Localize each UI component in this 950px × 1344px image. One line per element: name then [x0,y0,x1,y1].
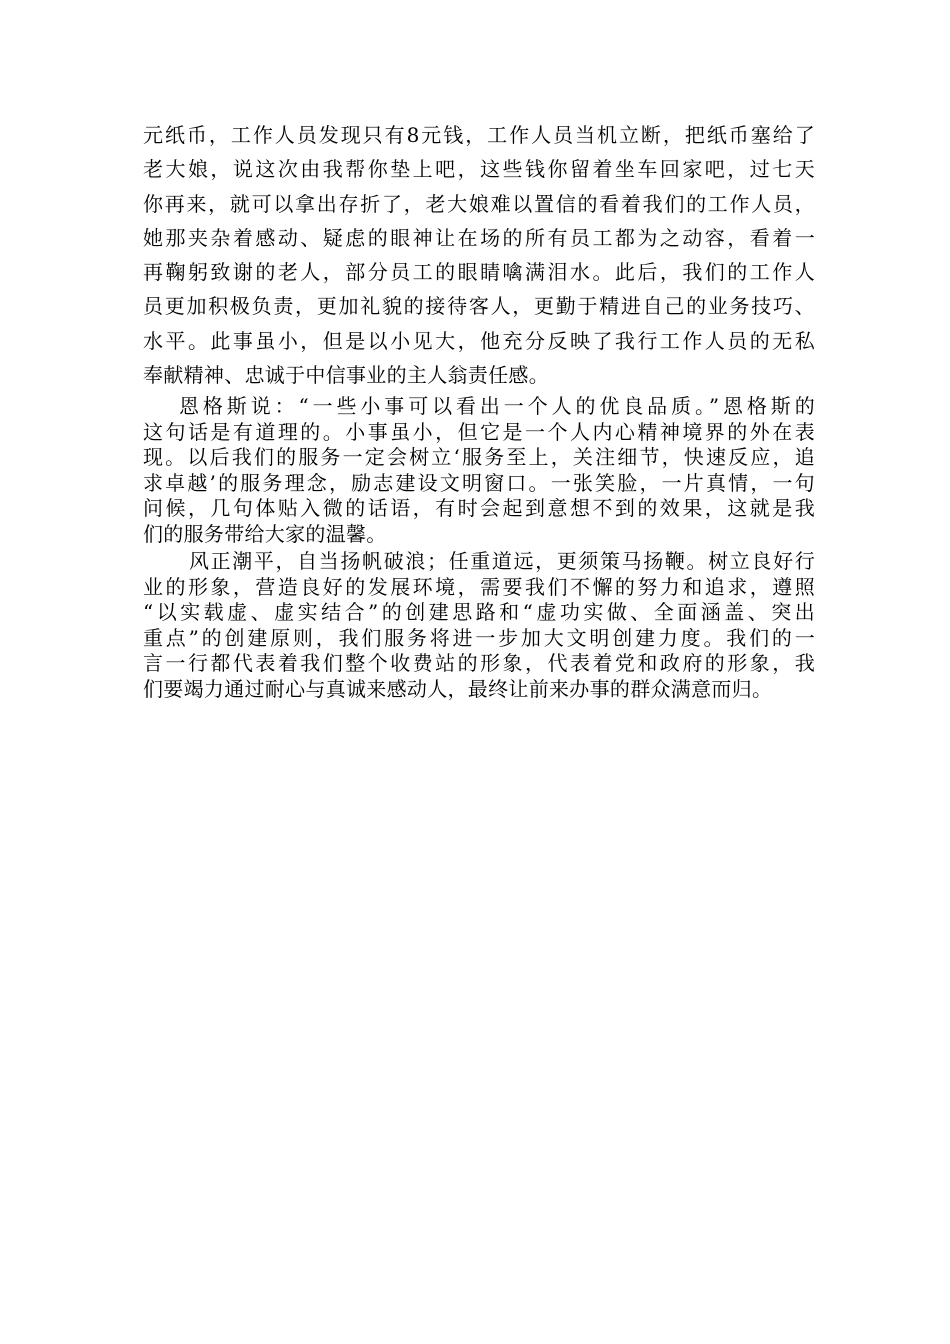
paragraph-line: 奉献精神、忠诚于中信事业的主人翁责任感。 [143,363,549,388]
paragraph-line: 恩格斯说：“一些小事可以看出一个人的优良品质。”恩格斯的 [179,394,815,419]
paragraph-3 [143,549,815,702]
document-body [143,118,815,702]
paragraph-line: 再鞠躬致谢的老人，部分员工的眼睛噙满泪水。此后，我们的工作人 [143,260,815,285]
paragraph-line: 问候，几句体贴入微的话语，有时会起到意想不到的效果，这就是我 [143,496,815,521]
paragraph-line: 这句话是有道理的。小事虽小，但它是一个人内心精神境界的外在表 [143,419,815,444]
paragraph-2 [143,394,815,547]
paragraph-line: 言一行都代表着我们整个收费站的形象，代表着党和政府的形象，我 [143,651,815,676]
paragraph-line: 求卓越’的服务理念，励志建设文明窗口。一张笑脸，一片真情，一句 [143,470,815,495]
paragraph-line: 元纸币，工作人员发现只有8元钱，工作人员当机立断，把纸币塞给了 [143,123,815,147]
paragraph-line: 你再来，就可以拿出存折了，老大娘难以置信的看着我们的工作人员， [143,191,815,216]
paragraph-line: 她那夹杂着感动、疑虑的眼神让在场的所有员工都为之动容，看着一 [143,225,815,250]
paragraph-line: 业的形象，营造良好的发展环境，需要我们不懈的努力和追求，遵照 [143,574,815,599]
paragraph-line: 重点”的创建原则，我们服务将进一步加大文明创建力度。我们的一 [143,625,815,650]
paragraph-line: “以实载虚、虚实结合”的创建思路和“虚功实做、全面涵盖、突出 [143,600,815,625]
paragraph-line: 水平。此事虽小，但是以小见大，他充分反映了我行工作人员的无私 [143,328,815,353]
paragraph-line: 现。以后我们的服务一定会树立‘服务至上，关注细节，快速反应，追 [143,445,815,470]
paragraph-line: 们要竭力通过耐心与真诚来感动人，最终让前来办事的群众满意而归。 [143,676,773,701]
paragraph-line: 员更加积极负责，更加礼貌的接待客人，更勤于精进自己的业务技巧、 [143,294,815,319]
paragraph-1 [143,118,815,392]
paragraph-line: 风正潮平，自当扬帆破浪；任重道远，更须策马扬鞭。树立良好行 [189,549,815,574]
paragraph-line: 们的服务带给大家的温馨。 [143,521,387,546]
paragraph-line: 老大娘，说这次由我帮你垫上吧，这些钱你留着坐车回家吧，过七天 [143,157,815,182]
